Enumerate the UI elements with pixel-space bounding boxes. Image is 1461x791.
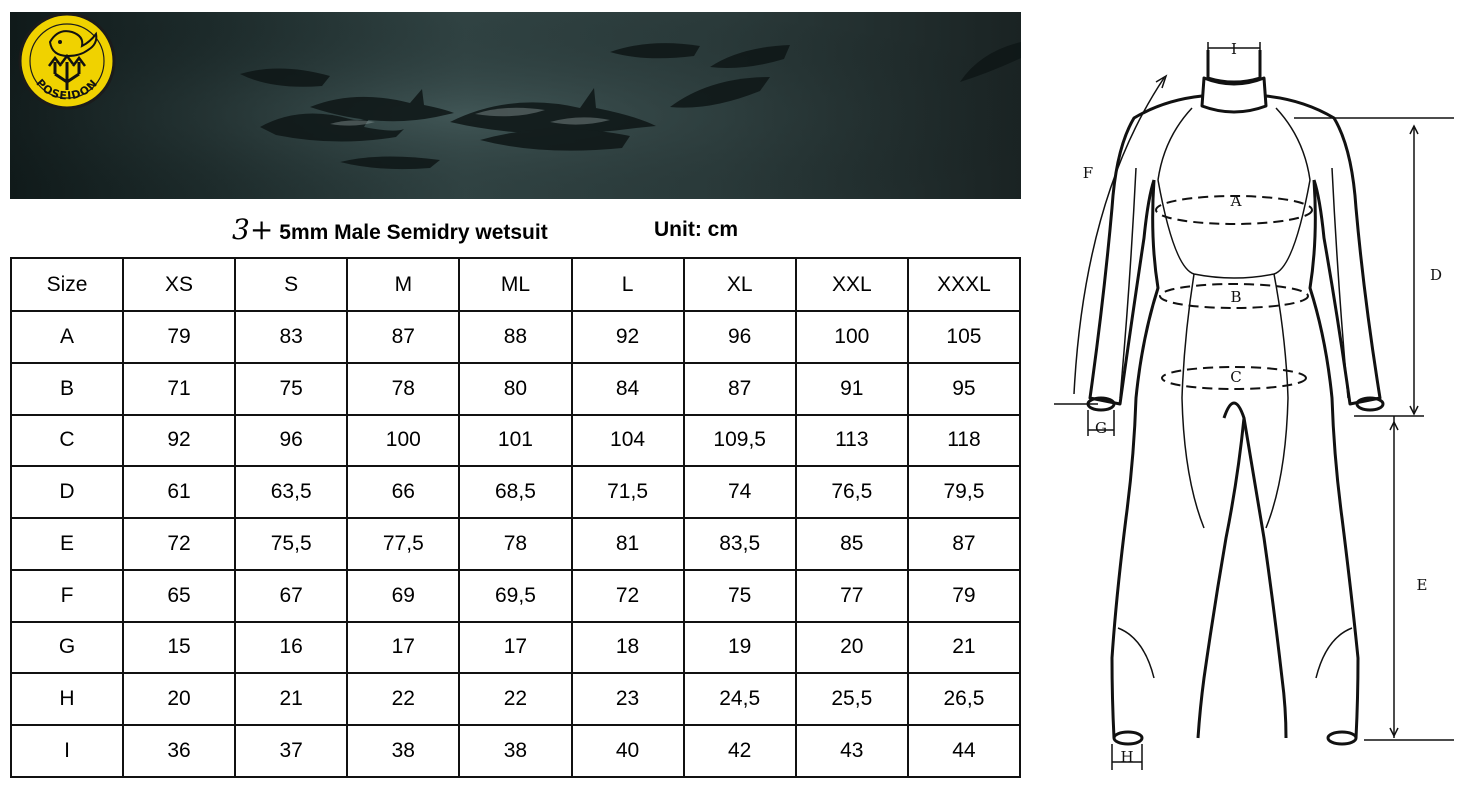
table-cell: 92 (123, 415, 235, 467)
table-cell: 23 (572, 673, 684, 725)
label-h: H (1120, 748, 1134, 766)
table-cell: 22 (347, 673, 459, 725)
table-cell: 68,5 (459, 466, 571, 518)
table-cell: 44 (908, 725, 1020, 777)
table-cell: 79,5 (908, 466, 1020, 518)
table-cell: 78 (459, 518, 571, 570)
table-cell: 61 (123, 466, 235, 518)
table-row (11, 415, 1020, 467)
title-main: 5mm Male Semidry wetsuit (279, 221, 548, 244)
table-cell: 100 (347, 415, 459, 467)
table-cell: 21 (235, 673, 347, 725)
table-cell: 72 (572, 570, 684, 622)
table-cell: 25,5 (796, 673, 908, 725)
table-cell: 75 (684, 570, 796, 622)
column-header: XXXL (908, 258, 1020, 311)
row-header: A (11, 311, 123, 363)
table-cell: 17 (347, 622, 459, 674)
column-header: M (347, 258, 459, 311)
table-cell: 75 (235, 363, 347, 415)
row-header: C (11, 415, 123, 467)
table-cell: 21 (908, 622, 1020, 674)
table-cell: 84 (572, 363, 684, 415)
table-cell: 95 (908, 363, 1020, 415)
label-b: B (1230, 288, 1242, 306)
table-cell: 24,5 (684, 673, 796, 725)
row-header: B (11, 363, 123, 415)
column-header: XXL (796, 258, 908, 311)
table-cell: 78 (347, 363, 459, 415)
table-cell: 20 (123, 673, 235, 725)
table-cell: 38 (459, 725, 571, 777)
table-cell: 36 (123, 725, 235, 777)
table-cell: 83 (235, 311, 347, 363)
table-row (11, 622, 1020, 674)
table-row (11, 466, 1020, 518)
wetsuit-diagram (1054, 38, 1454, 783)
table-cell: 65 (123, 570, 235, 622)
table-cell: 16 (235, 622, 347, 674)
table-cell: 17 (459, 622, 571, 674)
table-cell: 91 (796, 363, 908, 415)
table-cell: 72 (123, 518, 235, 570)
table-cell: 71,5 (572, 466, 684, 518)
table-cell: 15 (123, 622, 235, 674)
header-banner (10, 12, 1021, 199)
table-header-row (11, 258, 1020, 311)
table-cell: 105 (908, 311, 1020, 363)
title-prefix: 3+ (232, 213, 274, 246)
dolphins-image (10, 12, 1021, 199)
row-header: H (11, 673, 123, 725)
table-row (11, 570, 1020, 622)
label-c: C (1230, 368, 1242, 386)
table-cell: 19 (684, 622, 796, 674)
size-table (10, 257, 1021, 778)
table-cell: 26,5 (908, 673, 1020, 725)
table-cell: 75,5 (235, 518, 347, 570)
column-header: XS (123, 258, 235, 311)
table-cell: 42 (684, 725, 796, 777)
table-cell: 109,5 (684, 415, 796, 467)
label-d: D (1429, 266, 1443, 284)
table-row (11, 725, 1020, 777)
table-cell: 20 (796, 622, 908, 674)
table-cell: 69 (347, 570, 459, 622)
table-cell: 37 (235, 725, 347, 777)
table-row (11, 311, 1020, 363)
table-cell: 113 (796, 415, 908, 467)
unit-label: Unit: cm (654, 218, 738, 241)
column-header: S (235, 258, 347, 311)
table-cell: 40 (572, 725, 684, 777)
table-cell: 101 (459, 415, 571, 467)
table-cell: 87 (684, 363, 796, 415)
label-f: F (1082, 164, 1094, 182)
table-cell: 77,5 (347, 518, 459, 570)
column-header: XL (684, 258, 796, 311)
table-cell: 77 (796, 570, 908, 622)
table-row (11, 363, 1020, 415)
table-body (11, 311, 1020, 777)
table-cell: 92 (572, 311, 684, 363)
table-row (11, 518, 1020, 570)
table-cell: 76,5 (796, 466, 908, 518)
column-header: L (572, 258, 684, 311)
table-cell: 66 (347, 466, 459, 518)
table-cell: 38 (347, 725, 459, 777)
table-cell: 100 (796, 311, 908, 363)
table-cell: 43 (796, 725, 908, 777)
table-cell: 22 (459, 673, 571, 725)
poseidon-logo (10, 12, 124, 110)
table-cell: 81 (572, 518, 684, 570)
table-cell: 118 (908, 415, 1020, 467)
table-cell: 71 (123, 363, 235, 415)
table-cell: 96 (235, 415, 347, 467)
table-cell: 69,5 (459, 570, 571, 622)
logo-text: POSEIDON (33, 76, 101, 103)
row-header: E (11, 518, 123, 570)
table-cell: 79 (123, 311, 235, 363)
table-cell: 63,5 (235, 466, 347, 518)
table-cell: 80 (459, 363, 571, 415)
column-header: ML (459, 258, 571, 311)
label-i: I (1231, 40, 1237, 58)
table-cell: 104 (572, 415, 684, 467)
wetsuit-outline (1088, 50, 1383, 744)
label-e: E (1416, 576, 1428, 594)
table-cell: 79 (908, 570, 1020, 622)
table-row (11, 673, 1020, 725)
table-cell: 88 (459, 311, 571, 363)
table-cell: 83,5 (684, 518, 796, 570)
label-a: A (1230, 192, 1242, 210)
table-cell: 74 (684, 466, 796, 518)
table-cell: 96 (684, 311, 796, 363)
row-header: F (11, 570, 123, 622)
column-header: Size (11, 258, 123, 311)
row-header: G (11, 622, 123, 674)
table-cell: 87 (908, 518, 1020, 570)
label-g: G (1095, 419, 1107, 437)
table-cell: 85 (796, 518, 908, 570)
chart-title (232, 213, 548, 245)
row-header: D (11, 466, 123, 518)
row-header: I (11, 725, 123, 777)
table-cell: 67 (235, 570, 347, 622)
table-cell: 18 (572, 622, 684, 674)
table-cell: 87 (347, 311, 459, 363)
